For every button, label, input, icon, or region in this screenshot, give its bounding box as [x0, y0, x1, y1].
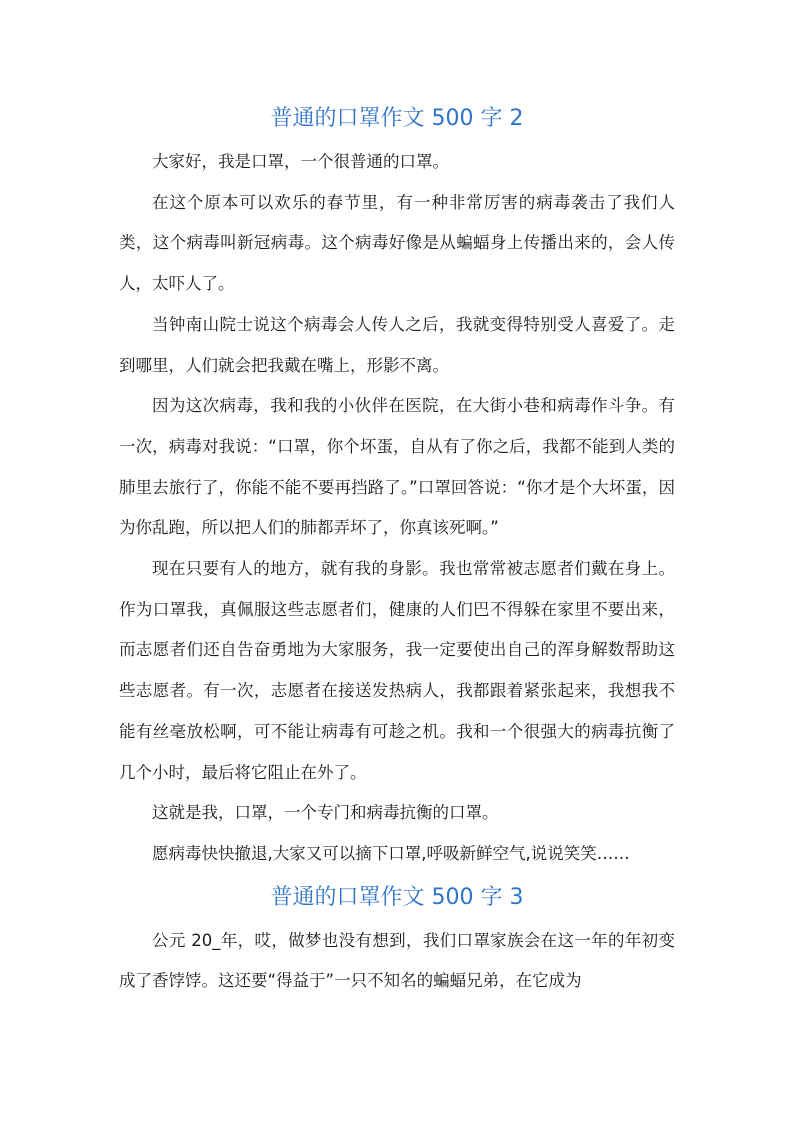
paragraph: 当钟南山院士说这个病毒会人传人之后，我就变得特别受人喜爱了。走到哪里，人们就会把我戴在嘴上，形影不离。 [119, 314, 675, 375]
paragraph: 大家好，我是口罩，一个很普通的口罩。 [152, 152, 449, 171]
document-page [119, 96, 675, 1002]
section-heading: 普通的口罩作文 500 字 3 [270, 884, 524, 910]
section-heading: 普通的口罩作文 500 字 2 [270, 106, 524, 131]
paragraph: 现在只要有人的地方，就有我的身影。我也常常被志愿者们戴在身上。作为口罩我，真佩服这些志愿者们，健康的人们巴不得躲在家里不要出来，而志愿者们还自告奋勇地为大家服务，我一定要使出自己的浑身解数帮助这些志愿者。有一次，志愿者在接送发热病人，我都跟着紧张起来，我想我不能有丝毫放松啊，可不能让病毒有可趁之机。我和一个很强大的病毒抗衡了几个小时，最后将它阻止在外了。 [119, 559, 675, 782]
paragraph: 因为这次病毒，我和我的小伙伴在医院，在大街小巷和病毒作斗争。有一次，病毒对我说：“口罩，你个坏蛋，自从有了你之后，我都不能到人类的肺里去旅行了，你能不能不要再挡路了。”口罩回答说：“你才是个大坏蛋，因为你乱跑，所以把人们的肺都弄坏了，你真该死啊。” [119, 396, 675, 538]
paragraph: 愿病毒快快撤退,大家又可以摘下口罩,呼吸新鲜空气,说说笑笑…… [152, 843, 630, 863]
paragraph: 在这个原本可以欢乐的春节里，有一种非常厉害的病毒袭击了我们人类，这个病毒叫新冠病毒。这个病毒好像是从蝙蝠身上传播出来的，会人传人，太吓人了。 [119, 192, 675, 294]
paragraph: 这就是我，口罩，一个专门和病毒抗衡的口罩。 [152, 803, 499, 823]
paragraph: 公元 20_年，哎，做梦也没有想到，我们口罩家族会在这一年的年初变成了香饽饽。这还要“得益于”一只不知名的蝙蝠兄弟，在它成为 [119, 930, 675, 991]
